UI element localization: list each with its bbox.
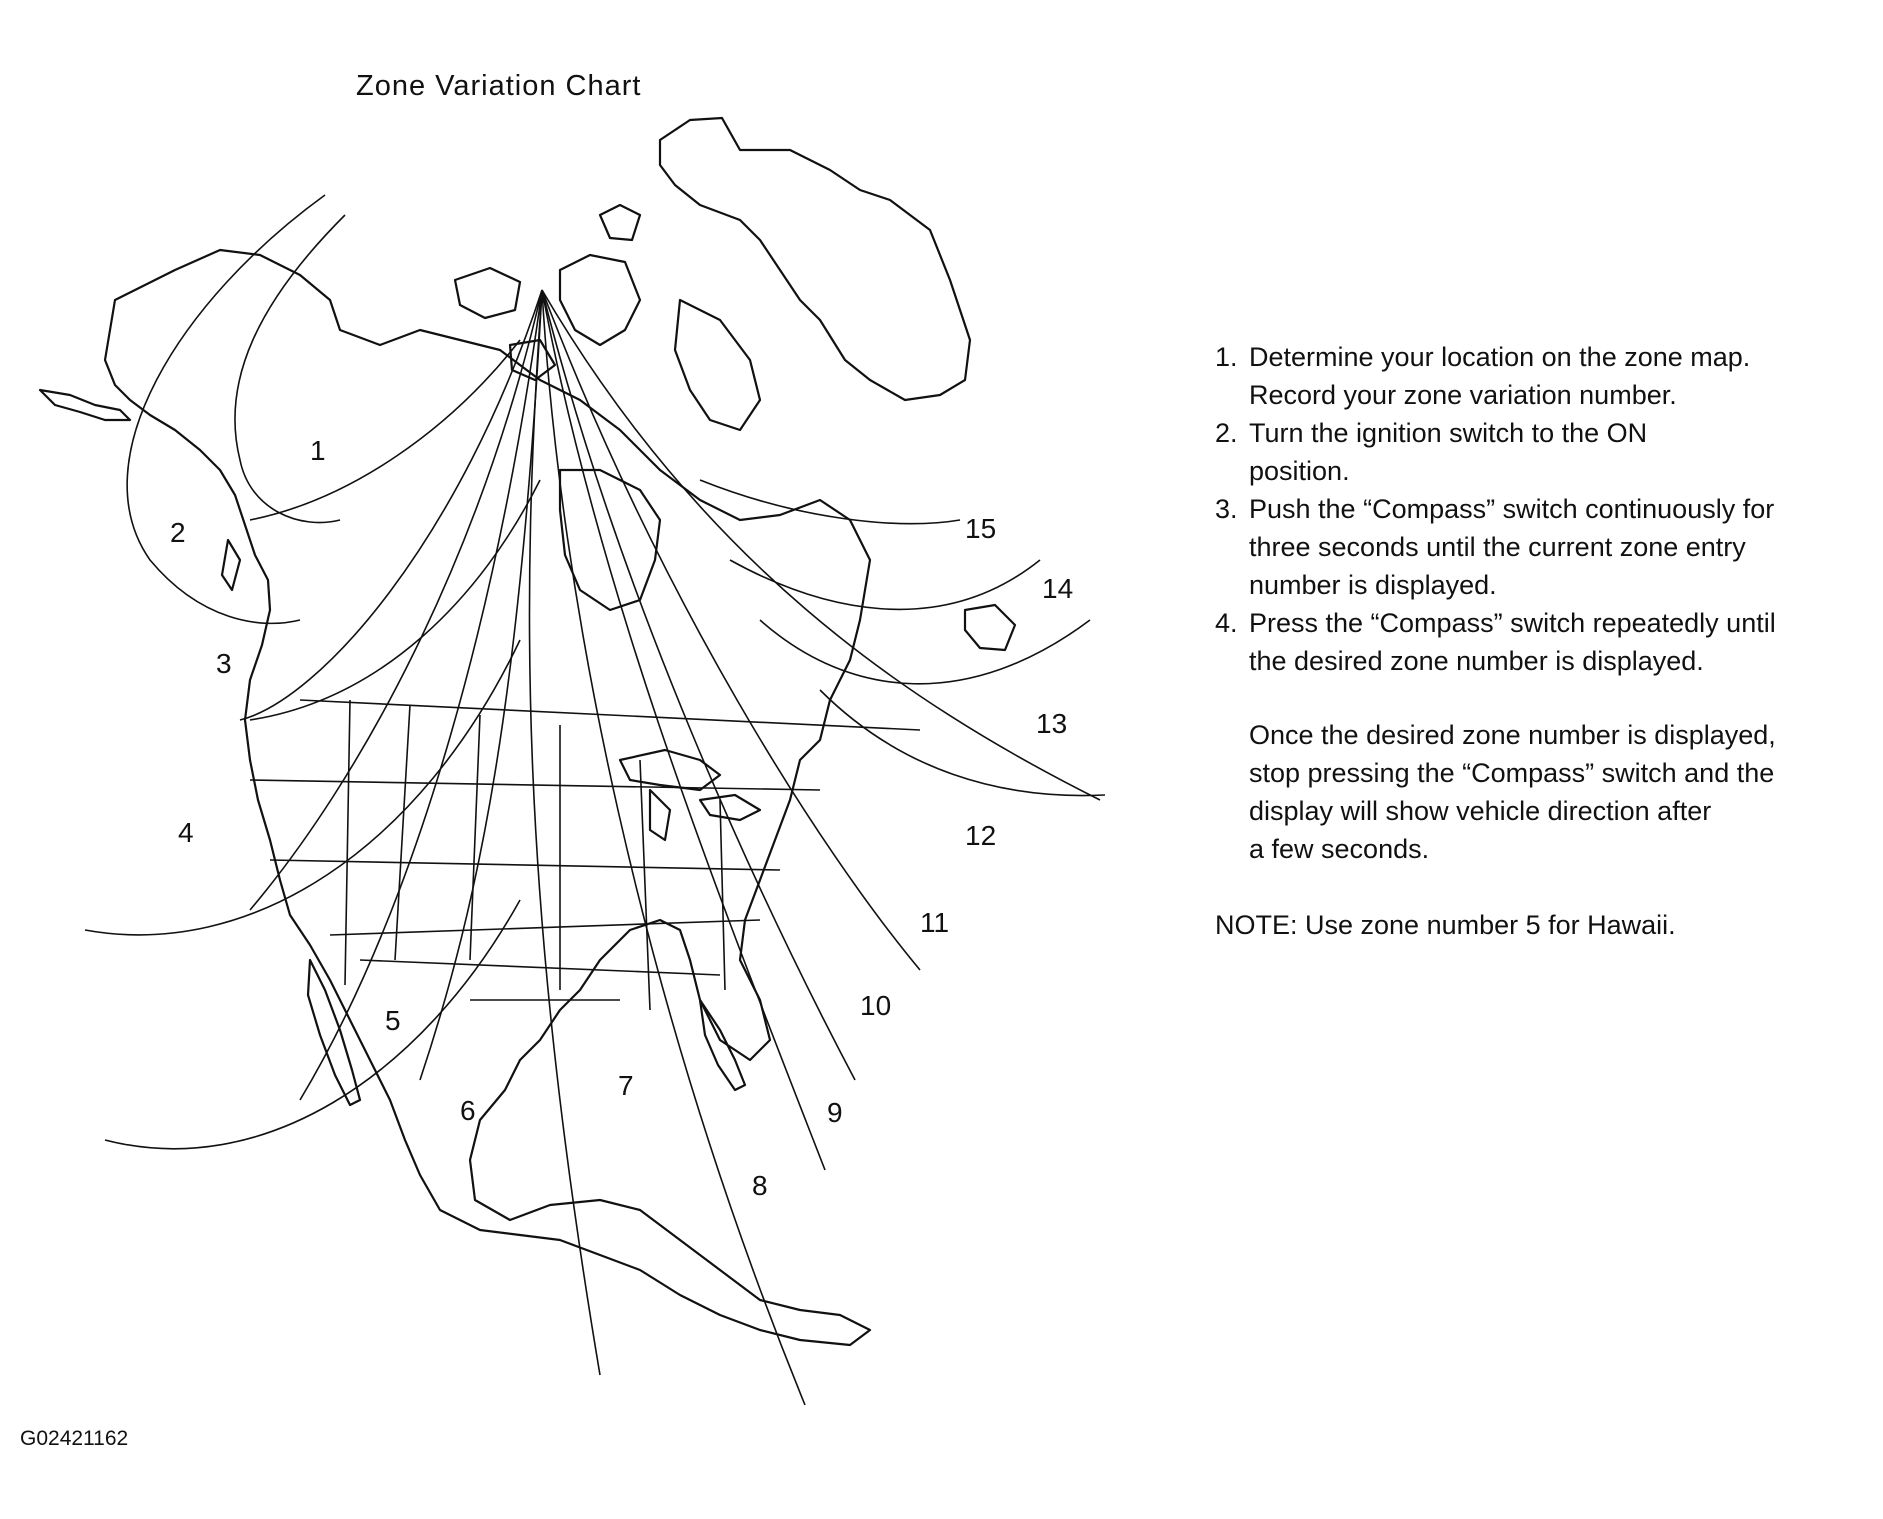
- instruction-step-2: [1215, 414, 1875, 490]
- zone-label-9: 9: [827, 1097, 843, 1128]
- zone-label-8: 8: [752, 1170, 768, 1201]
- zone-label-6: 6: [460, 1095, 476, 1126]
- zone-label-2: 2: [170, 517, 186, 548]
- zone-label-14: 14: [1042, 573, 1074, 604]
- step-text: Press the “Compass” switch repeatedly until: [1249, 608, 1776, 638]
- instruction-step-3: [1215, 490, 1875, 604]
- step-number: 3.: [1215, 494, 1238, 524]
- step-number: 4.: [1215, 608, 1238, 638]
- arctic-islands-outline: [560, 255, 640, 345]
- followup-text: a few seconds.: [1249, 834, 1430, 864]
- chart-title: Zone Variation Chart: [356, 70, 642, 102]
- zone-label-7: 7: [618, 1070, 634, 1101]
- zone-label-4: 4: [178, 817, 194, 848]
- hawaii-note: NOTE: Use zone number 5 for Hawaii.: [1215, 910, 1676, 940]
- step-number: 2.: [1215, 418, 1238, 448]
- zone-label-11: 11: [920, 907, 950, 938]
- figure-id: G02421162: [20, 1427, 129, 1450]
- instruction-step-4: [1215, 604, 1875, 680]
- step-text: number is displayed.: [1249, 570, 1497, 600]
- zone-label-3: 3: [216, 648, 232, 679]
- followup-paragraph: [1215, 716, 1875, 868]
- followup-text: display will show vehicle direction after: [1249, 796, 1712, 826]
- zone-label-1: 1: [310, 435, 326, 466]
- zone-label-12: 12: [965, 820, 997, 851]
- zone-label-13: 13: [1036, 708, 1068, 739]
- step-text: Push the “Compass” switch continuously for: [1249, 494, 1775, 524]
- zone-label-15: 15: [965, 513, 997, 544]
- baja-outline: [308, 960, 360, 1105]
- greenland-outline: [660, 118, 970, 400]
- step-number: 1.: [1215, 342, 1238, 372]
- followup-text: stop pressing the “Compass” switch and the: [1249, 758, 1775, 788]
- instructions-panel: [1215, 338, 1875, 944]
- step-text: three seconds until the current zone entry: [1249, 532, 1746, 562]
- step-text: Record your zone variation number.: [1249, 380, 1677, 410]
- step-text: Determine your location on the zone map.: [1249, 342, 1751, 372]
- step-text: position.: [1249, 456, 1350, 486]
- followup-text: Once the desired zone number is displayed,: [1249, 720, 1776, 750]
- zone-label-5: 5: [385, 1005, 401, 1036]
- instruction-step-1: [1215, 338, 1875, 414]
- zone-label-10: 10: [860, 990, 892, 1021]
- step-text: the desired zone number is displayed.: [1249, 646, 1704, 676]
- state-borders: [250, 700, 920, 1010]
- step-text: Turn the ignition switch to the ON: [1249, 418, 1648, 448]
- zone-boundary-lines: [85, 195, 1105, 1405]
